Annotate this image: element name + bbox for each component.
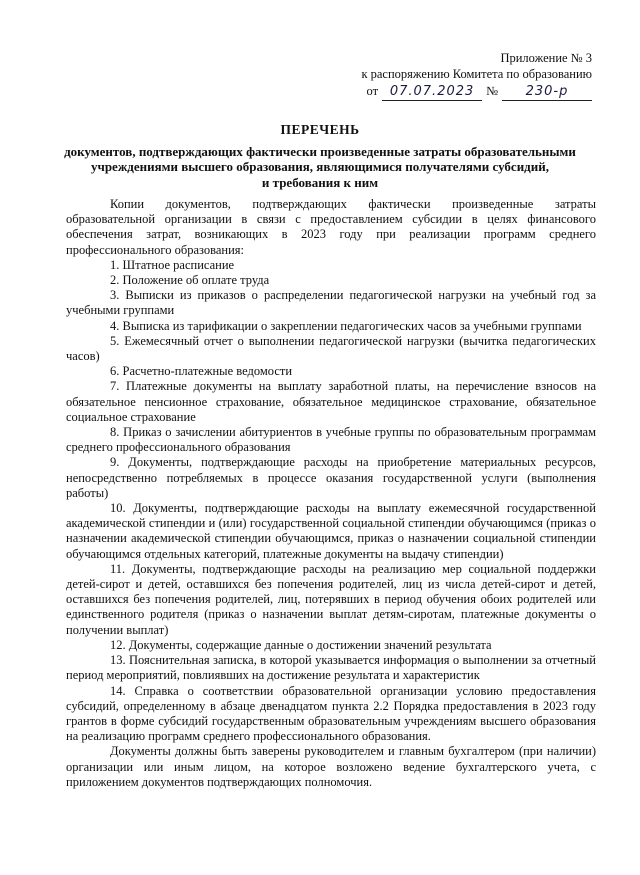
list-item: 9. Документы, подтверждающие расходы на приобретение материальных ресурсов, непосредственно потребляемых в процессе оказания государственной услуги (выполнения работы)	[66, 455, 596, 500]
intro-paragraph: Копии документов, подтверждающих фактически произведенные затраты образовательной организации в связи с предоставлением субсидии в целях финансового обеспечения затрат, возникающих в 2023 году при реализации программ среднего профессионального образования:	[66, 197, 596, 257]
list-item: 13. Пояснительная записка, в которой указывается информация о выполнении за отчетный период мероприятий, повлиявших на достижение результата и характеристик	[66, 653, 596, 683]
title-line-3: и требования к ним	[261, 174, 379, 190]
list-item: 1. Штатное расписание	[110, 257, 235, 272]
list-item: 14. Справка о соответствии образовательной организации условию предоставления субсидий, определенному в абзаце двенадцатом пункта 2.2 Порядка предоставления в 2023 году грантов в форме субсидий государственным образовательным учреждениям высшего образования на реализацию программ среднего профессионального образования.	[66, 683, 596, 744]
documents-list	[66, 258, 596, 745]
appendix-number: Приложение № 3	[500, 51, 592, 65]
list-item: 10. Документы, подтверждающие расходы на выплату ежемесячной государственной академической стипендии и (или) государственной социальной стипендии обучающимся (приказ о назначении академической стипендии обучающимся, приказ о назначении социальной стипендии обучающимся отдельных категорий, платежные документы на выдачу стипендии)	[66, 501, 596, 561]
list-item: 3. Выписки из приказов о распределении педагогической нагрузки на учебный год за учебными группами	[66, 288, 596, 318]
number-field	[502, 83, 592, 101]
list-item: 6. Расчетно-платежные ведомости	[110, 364, 293, 379]
handwritten-date: 07.07.2023	[389, 84, 475, 99]
document-title	[60, 122, 580, 190]
title-line-1: документов, подтверждающих фактически произведенные затраты образовательными	[64, 143, 576, 159]
number-label: №	[486, 84, 498, 98]
directive-reference: к распоряжению Комитета по образованию	[361, 67, 592, 81]
title-line-2: учреждениями высшего образования, являющимися получателями субсидий,	[90, 159, 549, 174]
appendix-header	[361, 50, 592, 101]
list-item: 8. Приказ о зачислении абитуриентов в учебные группы по образовательным программам среднего профессионального образования	[66, 425, 596, 455]
title-main: ПЕРЕЧЕНЬ	[280, 122, 360, 137]
list-item: 5. Ежемесячный отчет о выполнении педагогической нагрузки (вычитка педагогических часов)	[66, 333, 596, 364]
date-field	[382, 83, 482, 101]
list-item: 12. Документы, содержащие данные о достижении значений результата	[110, 637, 492, 652]
list-item: 11. Документы, подтверждающие расходы на реализацию мер социальной поддержки детей-сирот и детей, оставшихся без попечения родителей, лиц из числа детей-сирот и детей, оставшихся без попечения родителей, лиц, потерявших в период обучения обоих родителей или единственного родителя (приказ о назначении выплат детям-сиротам, платежные документы о получении выплат)	[66, 561, 596, 637]
list-item: 7. Платежные документы на выплату заработной платы, на перечисление взносов на обязательное пенсионное страхование, обязательное медицинское страхование, обязательное социальное страхование	[66, 379, 596, 424]
document-body	[66, 197, 596, 790]
from-label: от	[366, 84, 379, 98]
list-item: 2. Положение об оплате труда	[110, 273, 270, 288]
handwritten-number: 230-р	[525, 84, 569, 99]
outro-paragraph: Документы должны быть заверены руководителем и главным бухгалтером (при наличии) организации или иным лицом, на которое возложено ведение бухгалтерского учета, с приложением документов подтверждающих полномочия.	[66, 744, 596, 789]
list-item: 4. Выписка из тарификации о закреплении педагогических часов за учебными группами	[110, 318, 582, 333]
date-number-line	[361, 83, 592, 101]
